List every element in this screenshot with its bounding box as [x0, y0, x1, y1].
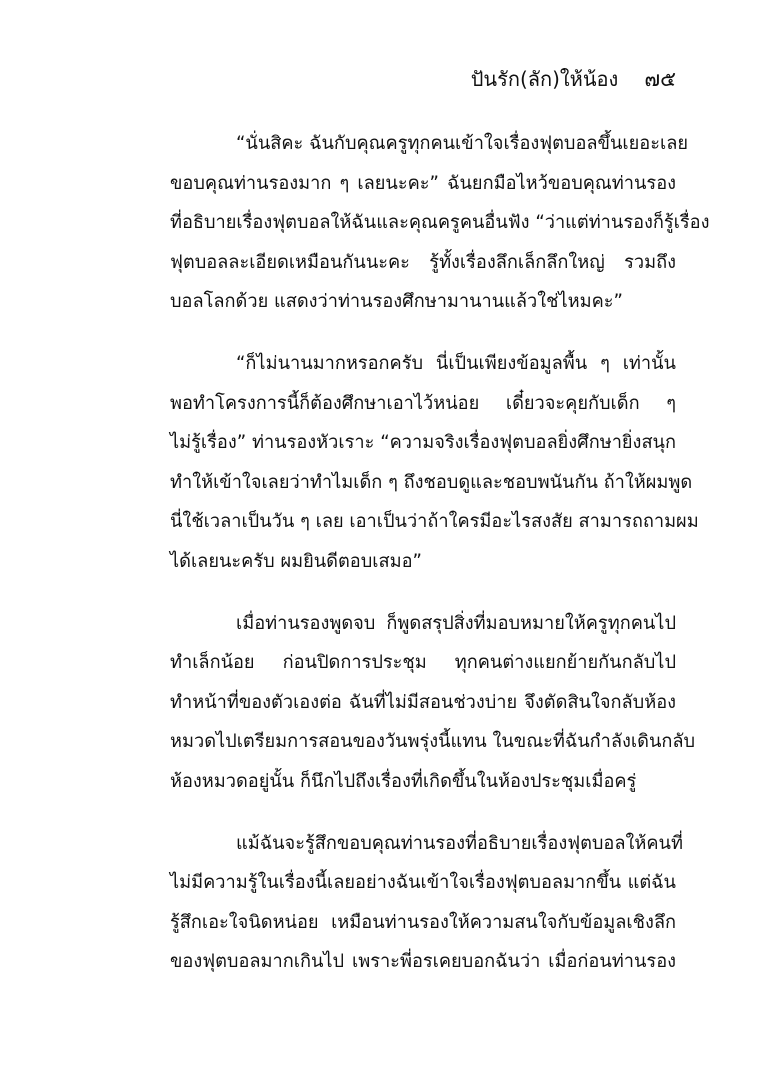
paragraph-line: พอทำโครงการนี้ก็ต้องศึกษาเอาไว้หน่อย เดี๋ยวจะคุยกับเด็ก ๆ [170, 392, 676, 414]
paragraph-line: หมวดไปเตรียมการสอนของวันพรุ่งนี้แทน ในขณะที่ฉันกำลังเดินกลับ [170, 731, 696, 753]
paragraph-line: นี่ใช้เวลาเป็นวัน ๆ เลย เอาเป็นว่าถ้าใครมีอะไรสงสัย สามารถถามผม [170, 511, 699, 533]
paragraph-gap [170, 802, 676, 824]
running-header [471, 64, 676, 94]
paragraph-line: บอลโลกด้วย แสดงว่าท่านรองศึกษามานานแล้วใช่ไหมคะ” [170, 291, 623, 313]
paragraph-4 [170, 824, 683, 982]
paragraph-line: ทำเล็กน้อย ก่อนปิดการประชุม ทุกคนต่างแยกย้ายกันกลับไป [170, 652, 676, 674]
page-number: ๗๕ [644, 67, 676, 91]
paragraph-3 [170, 604, 696, 802]
paragraph-line: ฟุตบอลละเอียดเหมือนกันนะคะ รู้ทั้งเรื่องลึกเล็กลึกใหญ่ รวมถึง [170, 251, 676, 273]
body-text [170, 124, 710, 982]
paragraph-line: รู้สึกเอะใจนิดหน่อย เหมือนท่านรองให้ความสนใจกับข้อมูลเชิงลึก [170, 911, 676, 933]
paragraph-line: ของฟุตบอลมากเกินไป เพราะพี่อรเคยบอกฉันว่า เมื่อก่อนท่านรอง [170, 951, 676, 973]
paragraph-line: เมื่อท่านรองพูดจบ ก็พูดสรุปสิ่งที่มอบหมายให้ครูทุกคนไป [236, 612, 676, 634]
paragraph-line: แม้ฉันจะรู้สึกขอบคุณท่านรองที่อธิบายเรื่องฟุตบอลให้คนที่ [236, 832, 683, 854]
paragraph-line: “ก็ไม่นานมากหรอกครับ นี่เป็นเพียงข้อมูลพื้น ๆ เท่านั้น [236, 352, 676, 374]
paragraph-line: ที่อธิบายเรื่องฟุตบอลให้ฉันและคุณครูคนอื่นฟัง “ว่าแต่ท่านรองก็รู้เรื่อง [170, 212, 710, 234]
paragraph-line: ไม่มีความรู้ในเรื่องนี้เลยอย่างฉันเข้าใจเรื่องฟุตบอลมากขึ้น แต่ฉัน [170, 872, 676, 894]
paragraph-line: ไม่รู้เรื่อง” ท่านรองหัวเราะ “ความจริงเรื่องฟุตบอลยิ่งศึกษายิ่งสนุก [170, 432, 676, 454]
paragraph-1 [170, 124, 710, 322]
paragraph-line: ทำหน้าที่ของตัวเองต่อ ฉันที่ไม่มีสอนช่วงบ่าย จึงตัดสินใจกลับห้อง [170, 691, 676, 713]
paragraph-2 [170, 344, 699, 582]
paragraph-line: ห้องหมวดอยู่นั้น ก็นึกไปถึงเรื่องที่เกิดขึ้นในห้องประชุมเมื่อครู่ [170, 770, 637, 792]
paragraph-line: ได้เลยนะครับ ผมยินดีตอบเสมอ” [170, 550, 422, 572]
paragraph-gap [170, 582, 676, 604]
paragraph-line: “นั่นสิคะ ฉันกับคุณครูทุกคนเข้าใจเรื่องฟุตบอลขึ้นเยอะเลย [236, 133, 688, 154]
paragraph-gap [170, 322, 676, 344]
paragraph-line: ทำให้เข้าใจเลยว่าทำไมเด็ก ๆ ถึงชอบดูและชอบพนันกัน ถ้าให้ผมพูด [170, 471, 693, 493]
paragraph-line: ขอบคุณท่านรองมาก ๆ เลยนะคะ” ฉันยกมือไหว้ขอบคุณท่านรอง [170, 172, 676, 194]
book-title: ปันรัก(ลัก)ให้น้อง [470, 67, 619, 91]
